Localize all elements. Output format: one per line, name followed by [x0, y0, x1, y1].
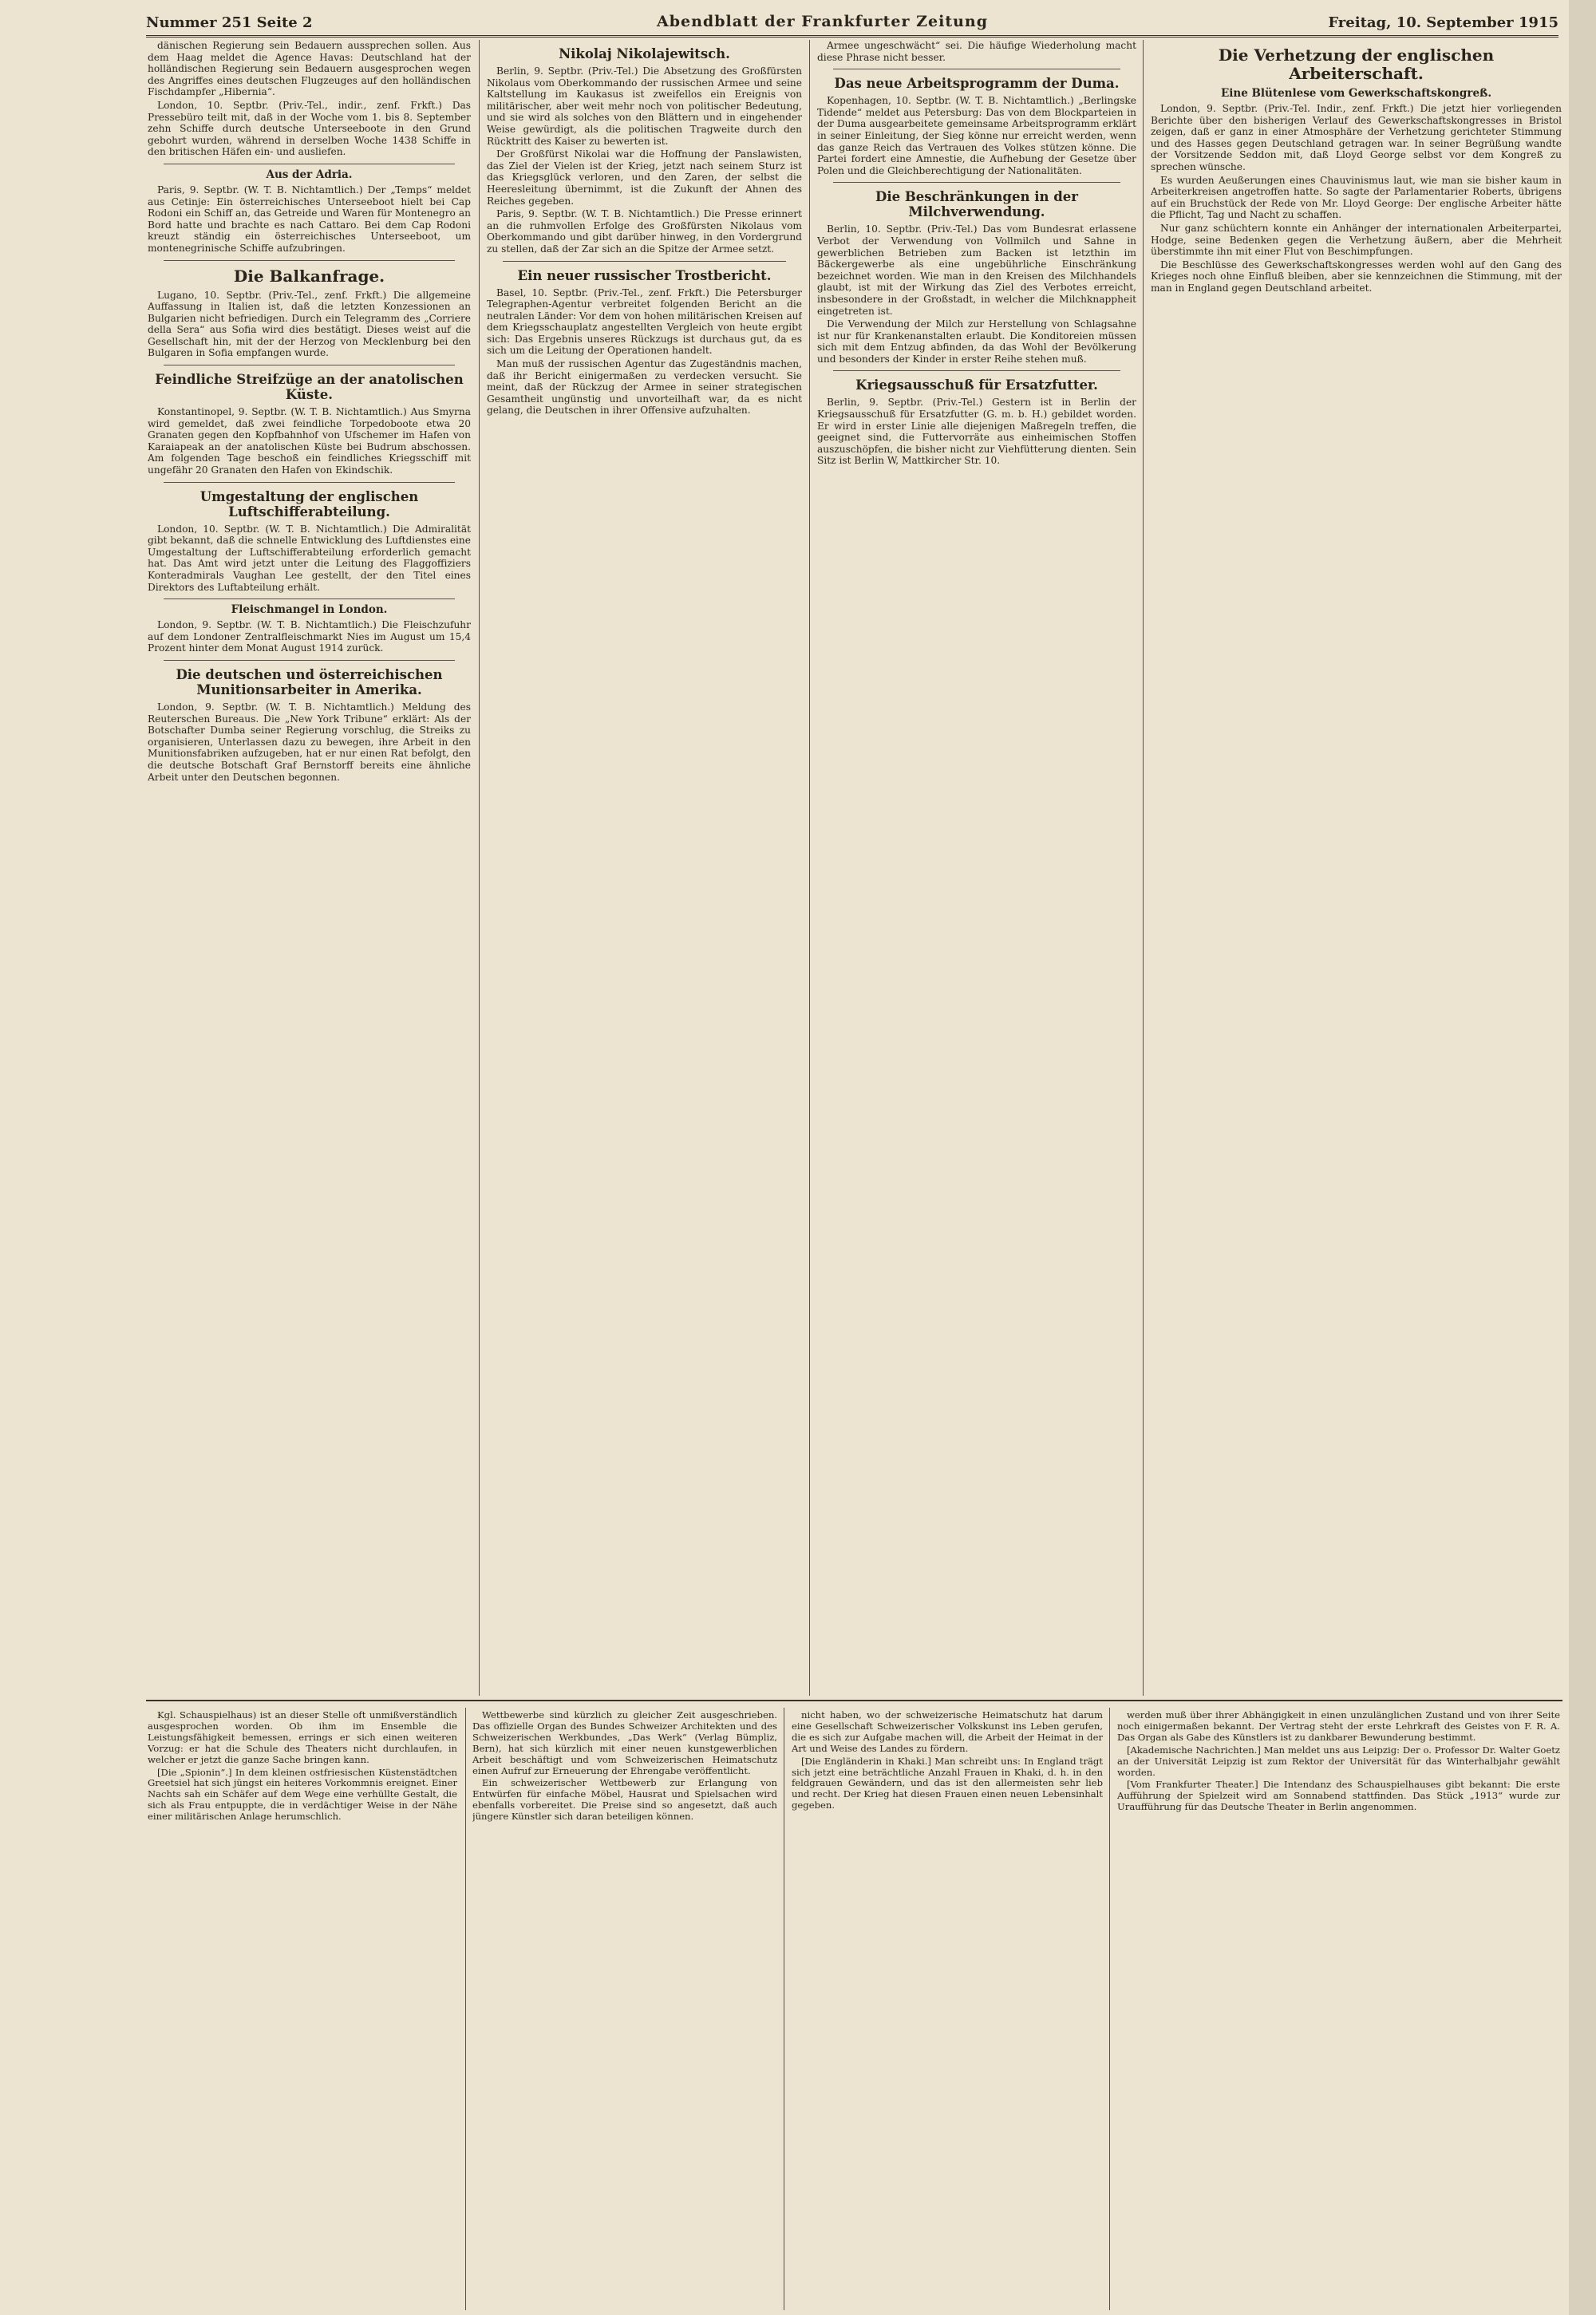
- adjacent-page-edge: [1569, 0, 1596, 2315]
- feuilleton-text: nicht haben, wo der schweizerische Heimatschutz hat darum eine Gesellschaft Schweizerischer Volkskunst ins Leben gerufen, die es sich zur Aufgabe machen will, die Arbeit der Heimat in der Art und Weise des Landes zu fördern.: [792, 1710, 1103, 1754]
- article-text: Die Beschlüsse des Gewerkschaftskongresses werden wohl auf den Gang des Krieges noch ohne Einfluß bleiben, aber sie kennzeichnen die Stimmung, mit der man in England gegen Deutschland arbeitet.: [1151, 259, 1562, 294]
- headline: Ein neuer russischer Trostbericht.: [517, 267, 772, 283]
- article-text: Paris, 9. Septbr. (W. T. B. Nichtamtlich.) Die Presse erinnert an die ruhmvollen Erfolge des Großfürsten Nikolaus vom Oberkommando und gibt darüber hinweg, in den Vordergrund zu stellen, daß der Zar sich an die Spitze der Armee setzt.: [487, 208, 802, 255]
- feuilleton-text: [Akademische Nachrichten.] Man meldet uns aus Leipzig: Der o. Professor Dr. Walter Goetz an der Universität Leipzig ist zum Rektor der Universität für das Winterhalbjahr gewählt worden.: [1117, 1744, 1560, 1778]
- feuilleton-text: [Die Engländerin in Khaki.] Man schreibt uns: In England trägt sich jetzt eine beträchtliche Anzahl Frauen in Khaki, d. h. in den feldgrauen Gewändern, und das ist den allermeisten sehr lieb und recht. Der Krieg hat diesen Frauen einen neuen Lebensinhalt gegeben.: [792, 1755, 1103, 1811]
- column-rule: [479, 40, 480, 1696]
- article-text: Die Verwendung der Milch zur Herstellung von Schlagsahne ist nur für Krankenanstalten erlaubt. Die Konditoreien müssen sich mit dem Entzug abfinden, da das Wohl der Bevölkerung und besonders der Kinder in erster Reihe stehen muß.: [817, 318, 1136, 365]
- feuilleton-column-2: [472, 1710, 777, 2313]
- article-text: Der Großfürst Nikolai war die Hoffnung der Panslawisten, das Ziel der Vielen ist der Krieg, jetzt nach seinem Sturz ist das Kriegsglück verloren, und den Zaren, der selbst die Heeresleitung übernimmt, ist die Zukunft der Ahnen des Reiches gegeben.: [487, 148, 802, 207]
- feuilleton-column-3: [792, 1710, 1103, 2313]
- headline: Nikolaj Nikolajewitsch.: [559, 46, 730, 61]
- headline: Umgestaltung der englischen Luftschifferabteilung.: [200, 488, 419, 519]
- article-text: London, 10. Septbr. (W. T. B. Nichtamtlich.) Die Admiralität gibt bekannt, daß die schnelle Entwicklung des Luftdienstes eine Umgestaltung der Luftschifferabteilung erforderlich gemacht hat. Das Amt wird jetzt unter die Leitung des Flaggoffiziers Konteradmirals Vaughan Lee gestellt, der den Titel eines Direktors des Luftabteilung erhält.: [148, 523, 471, 593]
- column-rule: [809, 40, 810, 1696]
- article-text: Kopenhagen, 10. Septbr. (W. T. B. Nichtamtlich.) „Berlingske Tidende“ meldet aus Petersburg: Das von dem Blockparteien in der Duma ausgearbeitete gemeinsame Arbeitsprogramm erklärt in seiner Einleitung, der Sieg könne nur erreicht werden, wenn das ganze Reich das Vertrauen des Volkes stützen könne. Die Partei fordert eine Amnestie, die Aufhebung der Gesetze über Polen und die Gleichberechtigung der Nationalitäten.: [817, 95, 1136, 176]
- issue-date: Freitag, 10. September 1915: [1328, 14, 1558, 31]
- article-text: Paris, 9. Septbr. (W. T. B. Nichtamtlich.) Der „Temps“ meldet aus Cetinje: Ein österreichisches Unterseeboot hielt bei Cap Rodoni ein Schiff an, das Getreide und Waren für Montenegro an Bord hatte und brachte es nach Cattaro. Bei dem Cap Rodoni kreuzt ständig ein österreichisches Unterseeboot, um montenegrinische Schiffe aufzubringen.: [148, 184, 471, 254]
- column-rule: [1143, 40, 1144, 1696]
- article-text: Berlin, 10. Septbr. (Priv.-Tel.) Das vom Bundesrat erlassene Verbot der Verwendung von Vollmilch und Sahne in gewerblichen Betrieben zum Backen ist letzthin im Bäckergewerbe als eine ungebührliche Einschränkung bezeichnet worden. Wie man in den Kreisen des Milchhandels glaubt, ist mit der Wirkung das Ziel des Verbotes erreicht, insbesondere in der Großstadt, in welcher die Milchknappheit eingetreten ist.: [817, 223, 1136, 317]
- article-text: Man muß der russischen Agentur das Zugeständnis machen, daß ihr Bericht einigermaßen zu verdecken versucht. Sie meint, daß der Rückzug der Armee in seiner strategischen Gesamtheit ungünstig und unvorteilhaft war, da es nicht gelang, die Deutschen in ihrer Offensive aufzuhalten.: [487, 358, 802, 417]
- article-text: Armee ungeschwächt“ sei. Die häufige Wiederholung macht diese Phrase nicht besser.: [817, 40, 1136, 63]
- headline: Kriegsausschuß für Ersatzfutter.: [855, 377, 1098, 393]
- feuilleton-rule: [146, 1700, 1562, 1701]
- page-number: Nummer 251 Seite 2: [146, 14, 313, 31]
- article-text: Nur ganz schüchtern konnte ein Anhänger der internationalen Arbeiterpartei, Hodge, seine Bedenken gegen die Verhetzung äußern, aber die Mehrheit überstimmte ihn mit einer Flut von Beschimpfungen.: [1151, 222, 1562, 258]
- headline: Die Verhetzung der englischen Arbeiterschaft.: [1218, 45, 1495, 83]
- article-text: London, 10. Septbr. (Priv.-Tel., indir., zenf. Frkft.) Das Pressebüro teilt mit, daß in der Woche vom 1. bis 8. September zehn Schiffe durch deutsche Unterseeboote in den Grund gebohrt wurden, während in derselben Woche 1438 Schiffe in den britischen Häfen ein- und ausliefen.: [148, 99, 471, 158]
- feuilleton-text: werden muß über ihrer Abhängigkeit in einen unzulänglichen Zustand und von ihrer Seite noch einigermaßen bekannt. Der Vertrag steht der erste Lehrkraft des Geistes von F. R. A. Das Organ als Gabe des Künstlers ist zu dankbarer Bewunderung bestimmt.: [1117, 1710, 1560, 1743]
- newspaper-title: Abendblatt der Frankfurter Zeitung: [657, 13, 989, 30]
- feuilleton-text: Kgl. Schauspielhaus) ist an dieser Stelle oft unmißverständlich ausgesprochen worden. Ob ihm im Ensemble die Leistungsfähigkeit bemessen, errings er sich einen weiteren Vorzug: er hat die Schule des Theaters nicht durchlaufen, in welcher er jetzt die ganze Sache bringen kann.: [148, 1710, 457, 1765]
- article-text: London, 9. Septbr. (W. T. B. Nichtamtlich.) Die Fleischzufuhr auf dem Londoner Zentralfleischmarkt Nies im August um 15,4 Prozent hinter dem Monat August 1914 zurück.: [148, 619, 471, 654]
- article-text: Konstantinopel, 9. Septbr. (W. T. B. Nichtamtlich.) Aus Smyrna wird gemeldet, daß zwei feindliche Torpedoboote etwa 20 Granaten gegen den Kopfbahnhof von Ufschemer im Hafen von Karaiapeak an der anatolischen Küste bei Budrum abschossen. Am folgenden Tage beschoß ein feindliches Kriegsschiff mit ungefähr 20 Granaten den Hafen von Ekindschik.: [148, 406, 471, 476]
- article-text: dänischen Regierung sein Bedauern aussprechen sollen. Aus dem Haag meldet die Agence Havas: Deutschland hat der holländischen Regierung sein Bedauern ausgesprochen wegen des Angriffes eines deutschen Flugzeuges auf den holländischen Fischdampfer „Hibernia“.: [148, 40, 471, 98]
- feuilleton-column-1: [148, 1710, 457, 2313]
- column-2: [487, 40, 802, 1696]
- headline: Feindliche Streifzüge an der anatolischen Küste.: [155, 372, 464, 403]
- feuilleton-text: Wettbewerbe sind kürzlich zu gleicher Zeit ausgeschrieben. Das offizielle Organ des Bundes Schweizer Architekten und des Schweizerischen Werkbundes, „Das Werk“ (Verlag Bümpliz, Bern), hat sich kürzlich mit einer neuen kunstgewerblichen Arbeit beschäftigt und vom Schweizerischen Heimatschutz einen Aufruf zur Erneuerung der Ehrengabe veröffentlicht.: [472, 1710, 777, 1776]
- article-text: Berlin, 9. Septbr. (Priv.-Tel.) Gestern ist in Berlin der Kriegsausschuß für Ersatzfutter (G. m. b. H.) gebildet worden. Er wird in erster Linie alle diejenigen Maßregeln treffen, die geeignet sind, die Futtervorräte aus einheimischen Stoffen auszuschöpfen, die bisher nicht zur Viehfütterung dienten. Sein Sitz ist Berlin W, Mattkircher Str. 10.: [817, 397, 1136, 467]
- headline: Die deutschen und österreichischen Munitionsarbeiter in Amerika.: [176, 666, 443, 697]
- feuilleton-column-4: [1117, 1710, 1560, 2313]
- headline: Das neue Arbeitsprogramm der Duma.: [834, 76, 1120, 92]
- column-rule: [465, 1708, 466, 2310]
- article-text: Basel, 10. Septbr. (Priv.-Tel., zenf. Frkft.) Die Petersburger Telegraphen-Agentur verbreitet folgenden Bericht an die neutralen Länder: Vor dem von hohen militärischen Kreisen auf dem Kriegsschauplatz angestellten Vergleich von heute ergibt sich: Das Ergebnis unseres Rückzugs ist durchaus gut, da es sich um die Leitung der Operationen handelt.: [487, 286, 802, 357]
- masthead: [146, 11, 1558, 38]
- feuilleton-text: Ein schweizerischer Wettbewerb zur Erlangung von Entwürfen für einfache Möbel, Hausrat und Spielsachen wird ebenfalls vorbereitet. Die Preise sind so angesetzt, daß auch jüngere Künstler sich daran beteiligen können.: [472, 1777, 777, 1823]
- article-text: Es wurden Aeußerungen eines Chauvinismus laut, wie man sie bisher kaum in Arbeiterkreisen angetroffen hatte. So sagte der Parlamentarier Roberts, übrigens auf ein Bruchstück der Rede von Mr. Lloyd George: Der englische Arbeiter hätte die Pflicht, Tag und Nacht zu schaffen.: [1151, 174, 1562, 221]
- headline: Die Beschränkungen in der Milchverwendung.: [875, 189, 1078, 220]
- article-text: London, 9. Septbr. (W. T. B. Nichtamtlich.) Meldung des Reuterschen Bureaus. Die „New York Tribune“ erklärt: Als der Botschafter Dumba seiner Regierung vorschlug, die Streiks zu organisieren, Unterlassen dazu zu bewegen, ihre Arbeit in den Munitionsfabriken aufzugeben, hat er nur einen Rat befolgt, den die deutsche Botschaft Graf Bernstorff bereits eine ähnliche Arbeit unter den Deutschen begonnen.: [148, 701, 471, 783]
- column-1: [148, 40, 471, 1696]
- column-3: [817, 40, 1136, 1696]
- feuilleton-text: [Die „Spionin“.] In dem kleinen ostfriesischen Küstenstädtchen Greetsiel hat sich jüngst ein heiteres Vorkommnis ereignet. Einer Nachts sah ein Schäfer auf dem Wege eine verhüllte Gestalt, die sich als Frau entpuppte, die in verdächtiger Weise in der Nähe einer militärischen Anlage herumschlich.: [148, 1766, 457, 1823]
- subheadline: Eine Blütenlese vom Gewerkschaftskongreß.: [1220, 87, 1492, 100]
- feuilleton-text: [Vom Frankfurter Theater.] Die Intendanz des Schauspielhauses gibt bekannt: Die erste Aufführung der Spielzeit wird am Sonnabend stattfinden. Das Stück „1913“ wurde zur Uraufführung für das Deutsche Theater in Berlin angenommen.: [1117, 1779, 1560, 1813]
- headline: Die Balkanfrage.: [233, 266, 385, 286]
- article-text: London, 9. Septbr. (Priv.-Tel. Indir., zenf. Frkft.) Die jetzt hier vorliegenden Berichte über den bisherigen Verlauf des Gewerkschaftskongresses in Bristol zeigen, daß er ganz in einer Atmosphäre der Verhetzung gerichteter Stimmung und des Hasses gegen Deutschland getragen war. In seiner Begrüßung wandte der Vorsitzende Seddon mit, daß Lloyd George selbst vor dem Kongreß zu sprechen wünsche.: [1151, 103, 1562, 172]
- headline: Fleischmangel in London.: [231, 603, 388, 617]
- column-4: [1151, 40, 1562, 1696]
- headline: Aus der Adria.: [266, 168, 353, 181]
- article-text: Lugano, 10. Septbr. (Priv.-Tel., zenf. Frkft.) Die allgemeine Auffassung in Italien ist, daß die letzten Konzessionen an Bulgarien nicht befriedigen. Durch ein Telegramm des „Corriere della Sera“ aus Sofia wird dies bestätigt. Dieses weist auf die Gesellschaft hin, mit der der Herzog von Mecklenburg bei den Bulgaren in Sofia empfangen wurde.: [148, 289, 471, 359]
- article-text: Berlin, 9. Septbr. (Priv.-Tel.) Die Absetzung des Großfürsten Nikolaus vom Oberkommando der russischen Armee und seine Kaltstellung im Kaukasus ist zweifellos ein Ereignis von militärischer, aber weit mehr noch von politischer Bedeutung, und sie wird als solches von den Blättern und in eingehender Weise gewürdigt, als die politischen Tragweite durch den Rücktritt des Kaiser zu bewerten ist.: [487, 65, 802, 147]
- column-rule: [1109, 1708, 1110, 2310]
